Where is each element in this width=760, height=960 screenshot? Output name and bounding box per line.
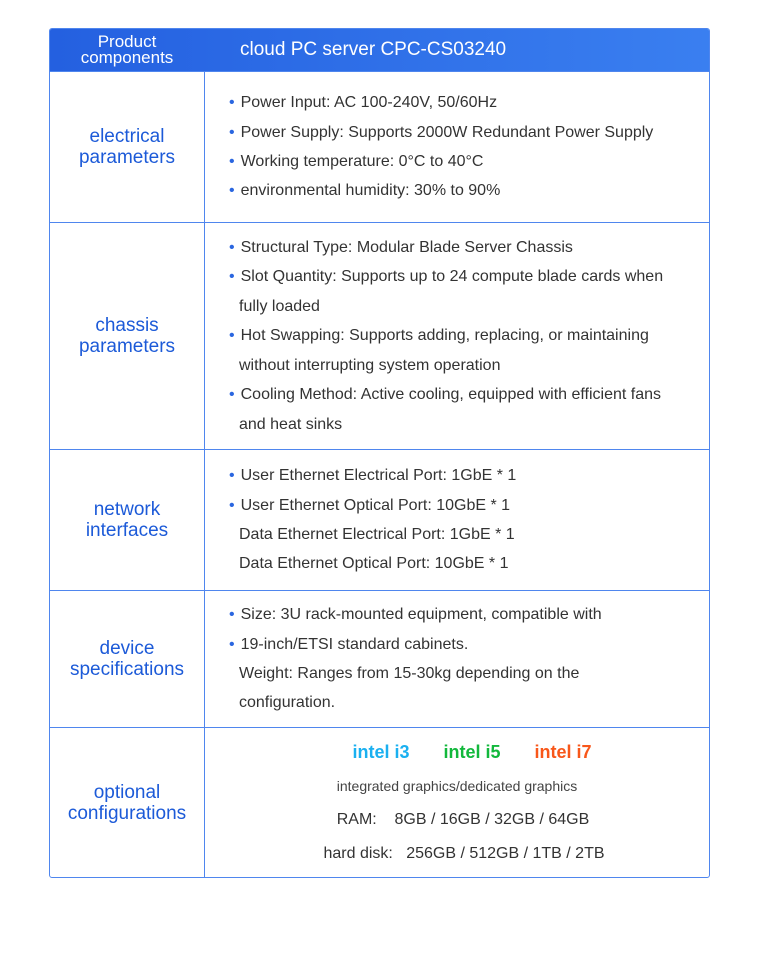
spec-line: • Power Supply: Supports 2000W Redundant Power Supply: [229, 118, 703, 147]
graphics-options: integrated graphics/dedicated graphics: [336, 777, 578, 794]
spec-line: fully loaded: [239, 297, 320, 315]
row-label: network interfaces: [50, 450, 205, 590]
row-optional-configurations: [50, 727, 709, 877]
spec-line: • Size: 3U rack-mounted equipment, compatible with: [229, 600, 703, 629]
table-header: [50, 29, 709, 71]
row-label: chassis parameters: [50, 223, 205, 449]
spec-line: • Power Input: AC 100-240V, 50/60Hz: [229, 88, 703, 117]
cpu-options: [352, 735, 591, 769]
spec-line: and heat sinks: [239, 415, 343, 433]
cpu-option: intel i7: [534, 741, 592, 762]
spec-line: Data Ethernet Optical Port: 10GbE * 1: [239, 555, 509, 573]
spec-line: • User Ethernet Electrical Port: 1GbE * 1: [229, 461, 703, 490]
spec-line: • Working temperature: 0°C to 40°C: [229, 147, 703, 176]
spec-line: • Hot Swapping: Supports adding, replacing, or maintaining: [229, 321, 703, 350]
row-network-interfaces: [50, 449, 709, 590]
row-chassis-parameters: [50, 222, 709, 449]
row-electrical-parameters: [50, 71, 709, 222]
spec-table: [49, 28, 710, 878]
product-title: cloud PC server CPC-CS03240: [240, 39, 507, 60]
row-label: optional configurations: [50, 728, 205, 877]
row-label: device specifications: [50, 591, 205, 727]
row-label: electrical parameters: [50, 72, 205, 222]
spec-line: • environmental humidity: 30% to 90%: [229, 176, 703, 205]
spec-line: Weight: Ranges from 15-30kg depending on the: [239, 665, 580, 682]
spec-line: Data Ethernet Electrical Port: 1GbE * 1: [239, 526, 515, 543]
spec-line: • Structural Type: Modular Blade Server Chassis: [229, 233, 703, 262]
header-label: Product components: [80, 32, 174, 67]
ram-options: RAM: 8GB / 16GB / 32GB / 64GB: [336, 810, 590, 828]
spec-line: • Cooling Method: Active cooling, equipped with efficient fans: [229, 380, 703, 409]
row-device-specifications: [50, 590, 709, 727]
cpu-option: intel i3: [352, 741, 410, 762]
disk-options: hard disk: 256GB / 512GB / 1TB / 2TB: [323, 844, 605, 862]
spec-line: • Slot Quantity: Supports up to 24 compute blade cards when: [229, 262, 703, 291]
spec-line: configuration.: [239, 694, 336, 712]
cpu-option: intel i5: [443, 741, 501, 762]
spec-line: without interrupting system operation: [239, 356, 501, 374]
spec-line: • 19-inch/ETSI standard cabinets.: [229, 630, 703, 659]
spec-line: • User Ethernet Optical Port: 10GbE * 1: [229, 491, 703, 520]
